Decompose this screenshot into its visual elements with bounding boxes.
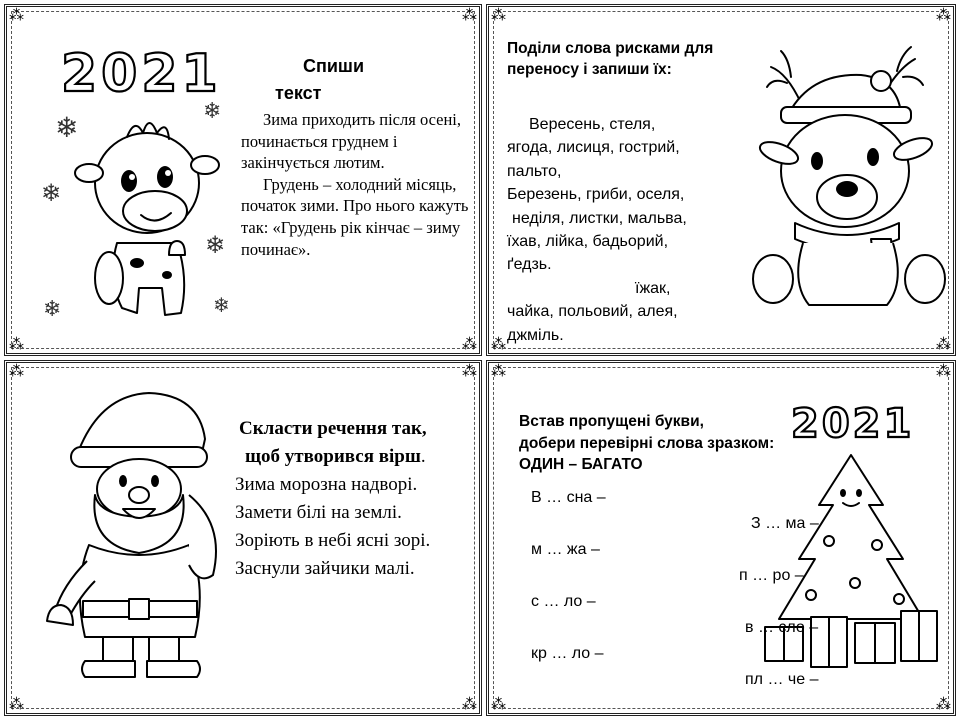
panel-title [519,411,859,476]
word-line: Березень, гриби, оселя, [507,186,685,204]
corner-ornament: ⁂ [936,695,951,713]
snowflake-icon: ❄ [213,293,230,317]
panel-missing-letters [486,360,956,716]
corner-ornament: ⁂ [462,695,477,713]
word-item: м … жа – [531,541,600,558]
poem-line: Зоріють в небі ясні зорі. [235,530,431,551]
text-paragraph [241,109,469,260]
word-line: джміль. [507,326,564,344]
panel-title: Поділи слова рисками для переносу і запиши їх: [507,40,714,78]
word-item: З … ма – [751,515,819,532]
word-item: пл … че – [745,671,819,688]
santa-illustration [29,385,235,685]
corner-ornament: ⁂ [491,6,506,24]
year-2021-text: 2021 [791,401,915,447]
poem-line: Заснули зайчики малі. [235,558,415,579]
corner-ornament: ⁂ [462,6,477,24]
corner-ornament: ⁂ [491,695,506,713]
word-line: пальто, [507,162,562,180]
calf-illustration [77,103,227,333]
word-line: ягода, лисиця, гострий, [507,139,680,157]
panel-copy-text [4,4,482,356]
corner-ornament: ⁂ [9,335,24,353]
word-item: п … ро – [739,567,804,584]
panel-title: Спиши текст [275,56,365,103]
panel-title-line: добери перевірні слова зразком: [519,434,775,452]
snowflake-icon: ❄ [203,99,222,124]
corner-ornament: ⁂ [9,695,24,713]
panel-title-line-2 [235,443,481,471]
corner-ornament: ⁂ [9,362,24,380]
word-line: Вересень, стеля, [529,116,656,133]
word-item: в … сло – [745,619,819,636]
word-line: чайка, польовий, алея, [507,303,678,321]
word-line: неділя, листки, мальва, [512,209,687,227]
panel-hyphenation [486,4,956,356]
corner-ornament: ⁂ [491,335,506,353]
panel-poem [4,360,482,716]
panel-title-line: Встав пропущені букви, [519,413,704,430]
snowflake-icon: ❄ [41,179,62,207]
panel-title-line: ОДИН – БАГАТО [519,456,643,473]
corner-ornament: ⁂ [462,362,477,380]
corner-ornament: ⁂ [491,362,506,380]
panel-title-line: Скласти речення так, [239,418,427,439]
corner-ornament: ⁂ [462,335,477,353]
corner-ornament: ⁂ [936,362,951,380]
year-2021-text: 2021 [61,44,222,104]
reindeer-illustration [751,43,947,313]
word-item: В … сна – [531,489,606,506]
word-item: кр … ло – [531,645,604,662]
word-line: їхав, лійка, бадьорий, [507,233,669,251]
word-list [507,113,769,347]
year-2021-heading [57,41,227,104]
corner-ornament: ⁂ [936,335,951,353]
panel-title-bold: щоб утворився вірш [245,446,421,467]
snowflake-icon: ❄ [205,231,226,259]
word-line: їжак, [635,279,671,297]
snowflake-icon: ❄ [43,297,62,322]
poem-line: Замети білі на землі. [235,502,402,523]
paragraph-2: Грудень – холодний місяць, початок зими. Про нього кажуть так: «Грудень рік кінчає – зиму починає». [241,174,469,259]
paragraph-1: Зима приходить після осені, починається груднем і закінчується лютим. [241,110,461,173]
corner-ornament: ⁂ [9,6,24,24]
poem-block [235,415,481,583]
word-line: ґедзь. [507,256,552,274]
corner-ornament: ⁂ [936,6,951,24]
poem-line: Зима морозна надворі. [235,474,418,495]
snowflake-icon: ❄ [55,111,79,144]
panel-title-period: . [420,446,426,467]
word-item: с … ло – [531,593,596,610]
christmas-tree-illustration [759,449,945,681]
